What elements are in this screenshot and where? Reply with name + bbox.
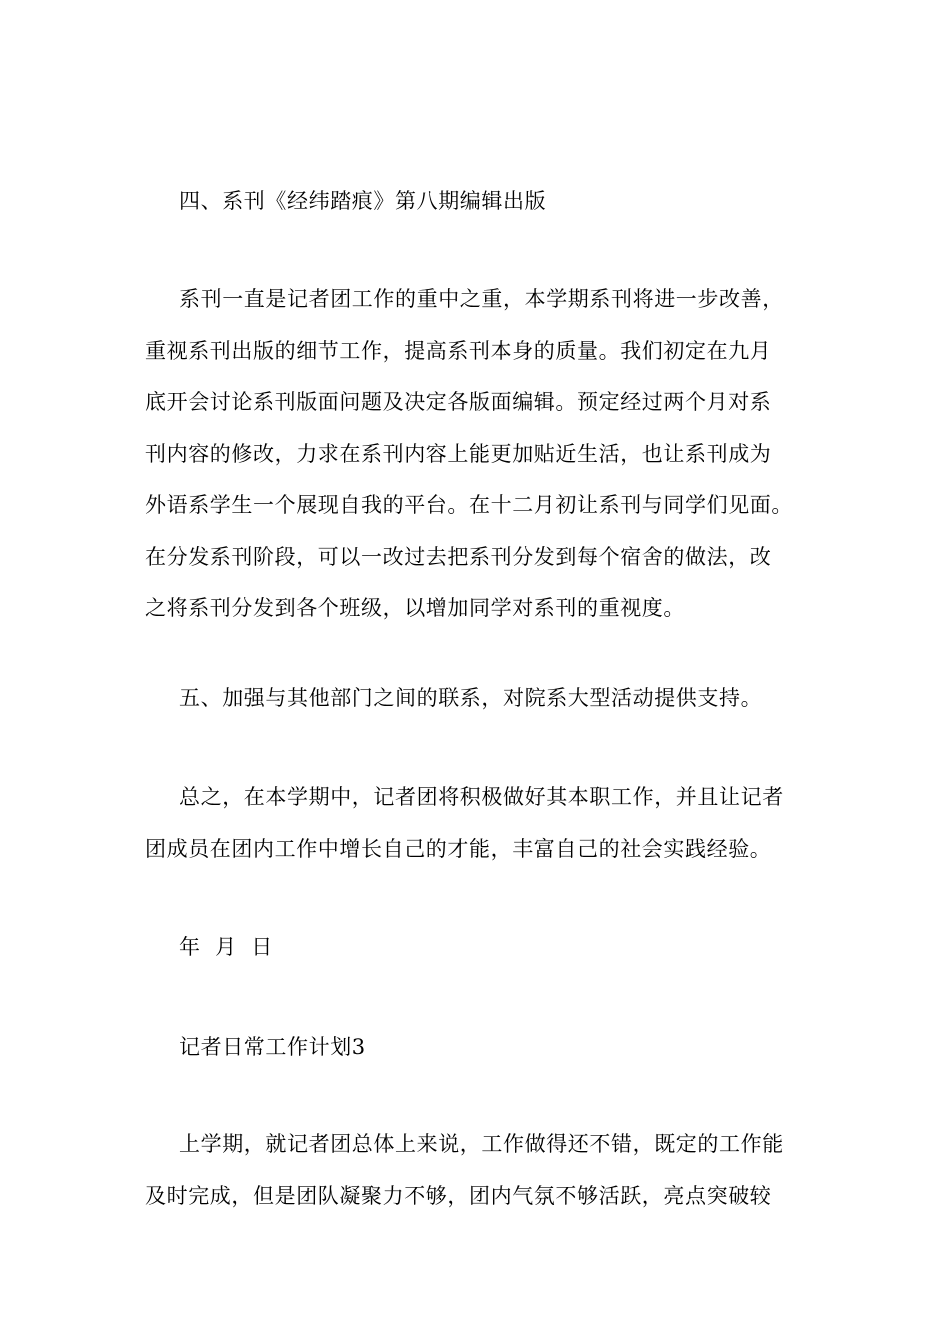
section-4-body <box>145 274 825 635</box>
section-4-body-line: 之将系刊分发到各个班级，以增加同学对系刊的重视度。 <box>145 596 685 620</box>
plan-3-title: 记者日常工作计划3 <box>179 1035 366 1059</box>
section-4-body-line: 外语系学生一个展现自我的平台。在十二月初让系刊与同学们见面。 <box>145 493 793 517</box>
summary-line: 总之，在本学期中，记者团将积极做好其本职工作，并且让记者 <box>179 785 784 809</box>
section-4-body-line: 在分发系刊阶段，可以一改过去把系刊分发到每个宿舍的做法，改 <box>145 544 772 569</box>
summary-line: 团成员在团内工作中增长自己的才能，丰富自己的社会实践经验。 <box>145 836 772 861</box>
section-4-body-line: 底开会讨论系刊版面问题及决定各版面编辑。预定经过两个月对系 <box>145 390 772 414</box>
section-4-heading: 四、系刊《经纬踏痕》第八期编辑出版 <box>179 189 547 213</box>
section-5-heading: 五、加强与其他部门之间的联系，对院系大型活动提供支持。 <box>179 686 763 710</box>
plan-3-body <box>145 1119 825 1222</box>
plan-3-body-line: 及时完成，但是团队凝聚力不够，团内气氛不够活跃，亮点突破较 <box>145 1183 772 1208</box>
section-4-body-line: 重视系刊出版的细节工作，提高系刊本身的质量。我们初定在九月 <box>145 338 772 363</box>
summary-paragraph <box>145 772 825 875</box>
section-4-body-line: 系刊一直是记者团工作的重中之重，本学期系刊将进一步改善， <box>179 287 784 311</box>
date-line: 年 月 日 <box>179 935 273 959</box>
section-4-body-line: 刊内容的修改，力求在系刊内容上能更加贴近生活，也让系刊成为 <box>145 441 772 466</box>
plan-3-body-line: 上学期，就记者团总体上来说，工作做得还不错，既定的工作能 <box>179 1132 784 1156</box>
